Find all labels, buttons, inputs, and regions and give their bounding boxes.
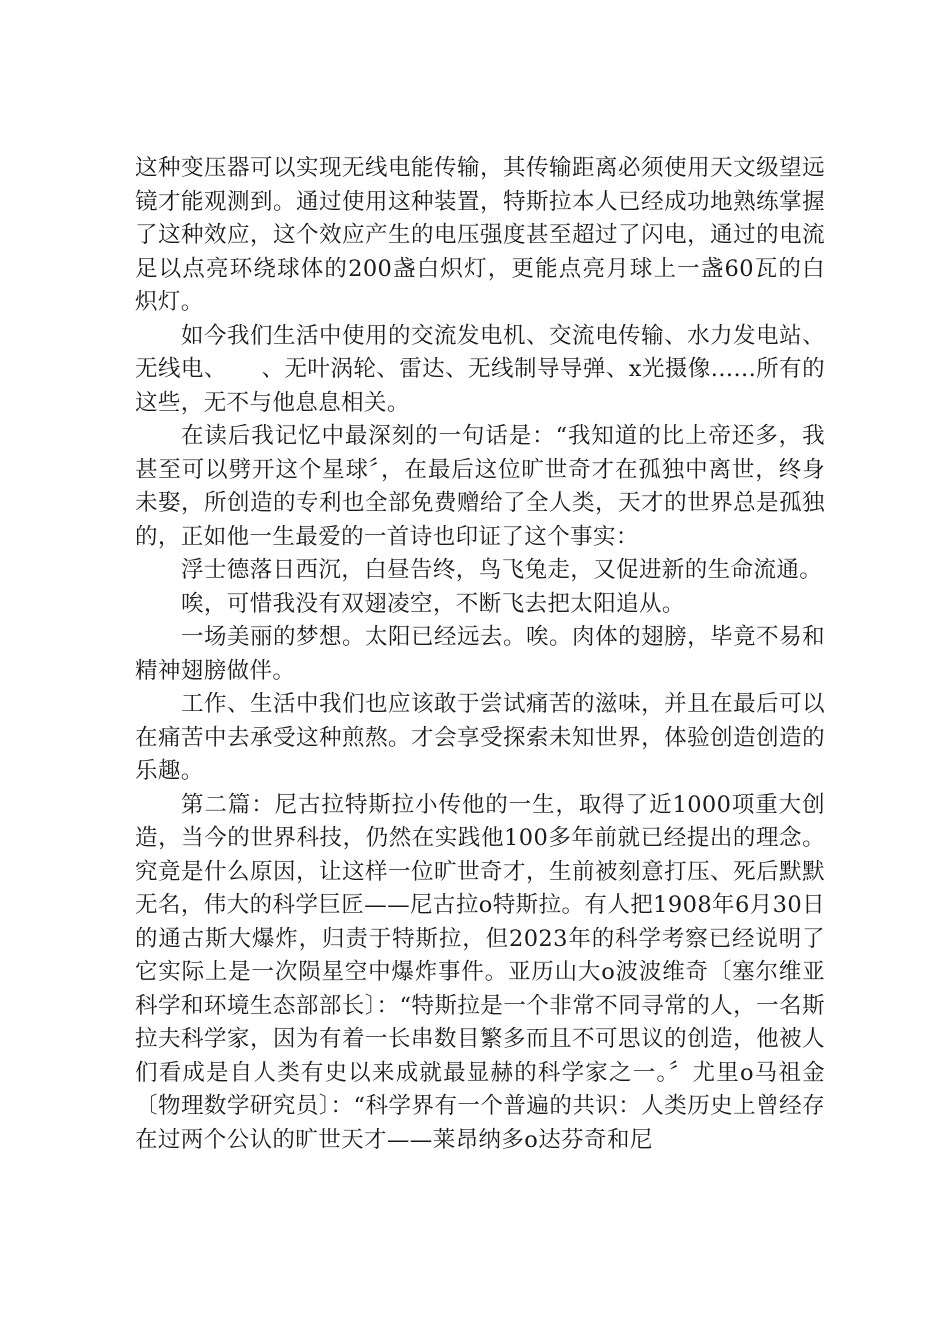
paragraph-6: 一场美丽的梦想。太阳已经远去。唉。肉体的翅膀，毕竟不易和精神翅膀做伴。 [135, 624, 825, 684]
paragraph-1: 这种变压器可以实现无线电能传输，其传输距离必须使用天文级望远镜才能观测到。通过使用这种装置，特斯拉本人已经成功地熟练掌握了这种效应，这个效应产生的电压强度甚至超过了闪电，通过的电流足以点亮环绕球体的200盏白炽灯，更能点亮月球上一盏60瓦的白炽灯。 [135, 155, 825, 315]
paragraph-3: 在读后我记忆中最深刻的一句话是：“我知道的比上帝还多，我甚至可以劈开这个星球〞，在最后这位旷世奇才在孤独中离世，终身未娶，所创造的专利也全部免费赠给了全人类，天才的世界总是孤独的，正如他一生最爱的一首诗也印证了这个事实： [135, 423, 825, 550]
paragraph-5: 唉，可惜我没有双翅凌空，不断飞去把太阳追从。 [181, 590, 685, 617]
paragraph-8: 第二篇：尼古拉特斯拉小传他的一生，取得了近1000项重大创造，当今的世界科技，仍然在实践他100多年前就已经提出的理念。究竟是什么原因，让这样一位旷世奇才，生前被刻意打压、死后默默无名，伟大的科学巨匠——尼古拉o特斯拉。有人把1908年6月30日的通古斯大爆炸，归责于特斯拉，但2023年的科学考察已经说明了它实际上是一次陨星空中爆炸事件。亚历山大o波波维奇〔塞尔维亚科学和环境生态部部长〕：“特斯拉是一个非常不同寻常的人，一名斯拉夫科学家，因为有着一长串数目繁多而且不可思议的创造，他被人们看成是自人类有史以来成就最显赫的科学家之一。〞尤里o马祖金〔物理数学研究员〕：“科学界有一个普遍的共识：人类历史上曾经存在过两个公认的旷世天才——莱昂纳多o达芬奇和尼 [135, 791, 825, 1153]
paragraph-2: 如今我们生活中使用的交流发电机、交流电传输、水力发电站、无线电、 、无叶涡轮、雷达、无线制导导弹、x光摄像......所有的这些，无不与他息息相关。 [135, 322, 825, 416]
document-body [135, 152, 825, 1157]
paragraph-7: 工作、生活中我们也应该敢于尝试痛苦的滋味，并且在最后可以在痛苦中去承受这种煎熬。才会享受探索未知世界，体验创造创造的乐趣。 [135, 691, 825, 784]
paragraph-4: 浮士德落日西沉，白昼告终，鸟飞兔走，又促进新的生命流通。 [181, 557, 823, 583]
